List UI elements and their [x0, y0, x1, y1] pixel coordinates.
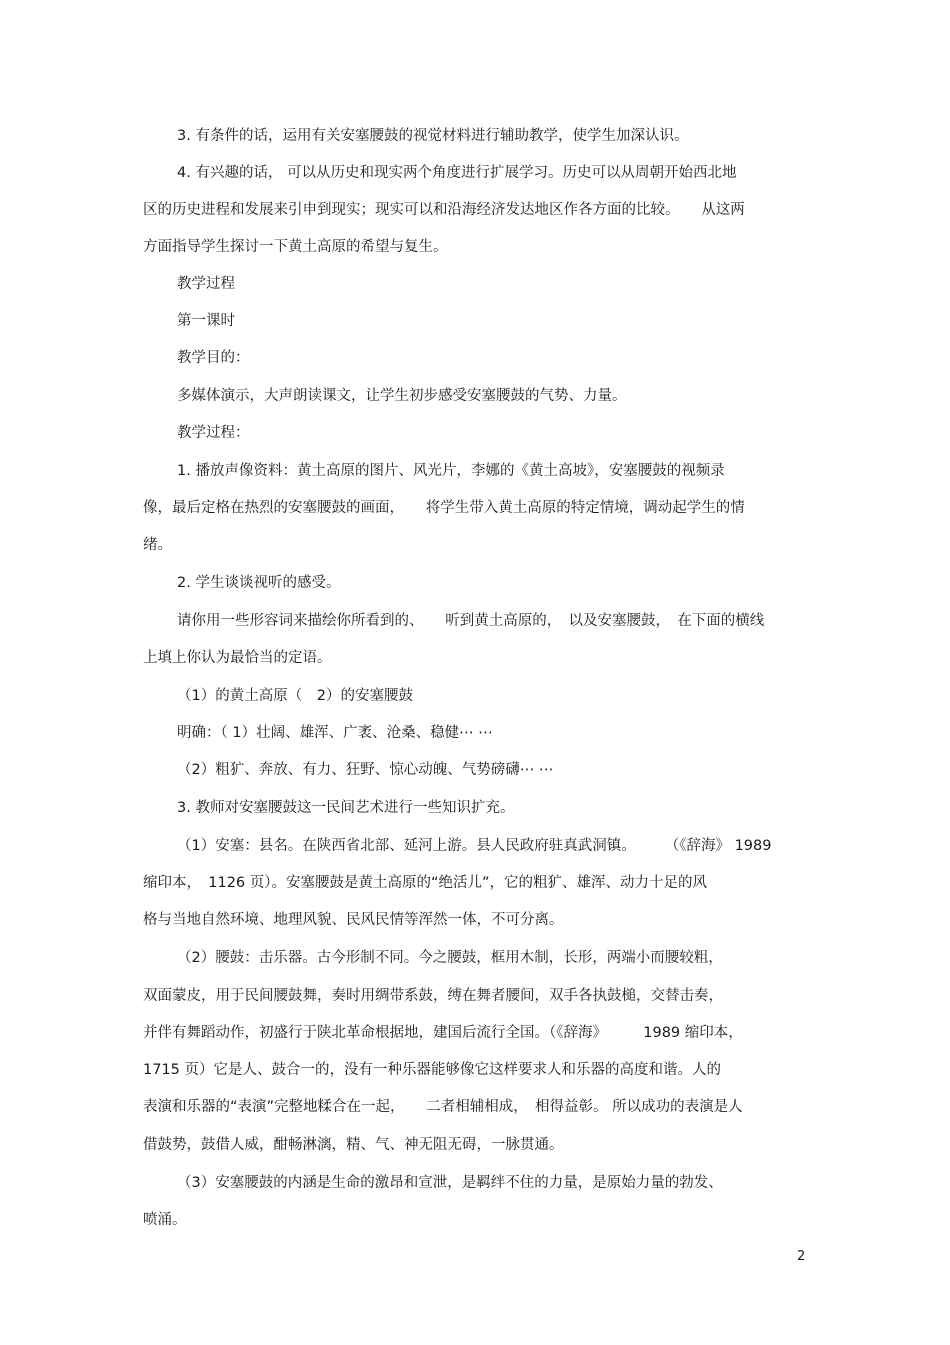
text-line: （2）腰鼓：击乐器。古今形制不同。今之腰鼓，框用木制，长形，两端小而腰较粗， — [177, 950, 723, 966]
text-line: 缩印本， 1126 页）。安塞腰鼓是黄土高原的“绝活儿”，它的粗犷、雄浑、动力十足的风 — [143, 875, 708, 891]
section-heading: 教学过程： — [177, 425, 250, 441]
text-line: 1715 页）它是人、鼓合一的，没有一种乐器能够像它这样要求人和乐器的高度和谐。人的 — [143, 1062, 722, 1078]
text-line: 2. 学生谈谈视听的感受。 — [177, 575, 341, 591]
text-line: 双面蒙皮，用于民间腰鼓舞，奏时用绸带系鼓，缚在舞者腰间，双手各执鼓槌，交替击奏， — [143, 988, 723, 1004]
section-heading: 教学过程 — [177, 276, 235, 292]
text-line: 格与当地自然环境、地理风貌、民风民情等浑然一体，不可分离。 — [143, 912, 564, 928]
section-heading: 第一课时 — [177, 313, 235, 329]
text-line: 方面指导学生探讨一下黄土高原的希望与复生。 — [143, 239, 448, 255]
text-line: 绪。 — [143, 537, 172, 553]
text-line: （2）粗犷、奔放、有力、狂野、惊心动魄、气势磅礴⋯ ⋯ — [177, 762, 554, 778]
text-line: 3. 有条件的话，运用有关安塞腰鼓的视觉材料进行辅助教学，使学生加深认识。 — [177, 128, 689, 144]
text-line: 像，最后定格在热烈的安塞腰鼓的画面， 将学生带入黄土高原的特定情境，调动起学生的情 — [143, 500, 745, 516]
text-line: 表演和乐器的“表演”完整地糅合在一起， 二者相辅相成， 相得益彰。 所以成功的表演是人 — [143, 1099, 743, 1115]
section-heading: 教学目的： — [177, 350, 250, 366]
text-line: 上填上你认为最恰当的定语。 — [143, 650, 332, 666]
text-line: 借鼓势，鼓借人威，酣畅淋漓，精、气、神无阻无碍，一脉贯通。 — [143, 1137, 564, 1153]
text-line: 3. 教师对安塞腰鼓这一民间艺术进行一些知识扩充。 — [177, 800, 515, 816]
text-line: 4. 有兴趣的话， 可以从历史和现实两个角度进行扩展学习。历史可以从周朝开始西北地 — [177, 165, 737, 181]
text-line: 明确：（ 1）壮阔、雄浑、广袤、沧桑、稳健⋯ ⋯ — [177, 725, 493, 741]
text-line: 1. 播放声像资料：黄土高原的图片、风光片，李娜的《黄土高坡》，安塞腰鼓的视频录 — [177, 463, 725, 479]
text-line: 区的历史进程和发展来引申到现实；现实可以和沿海经济发达地区作各方面的比较。 从这两 — [143, 202, 745, 218]
text-line: （1）的黄土高原（ 2）的安塞腰鼓 — [177, 688, 413, 704]
page-number: 2 — [797, 1249, 806, 1264]
text-line: 喷涌。 — [143, 1212, 187, 1228]
text-line: 并伴有舞蹈动作，初盛行于陕北革命根据地，建国后流行全国。（《辞海》 1989 缩印本， — [143, 1025, 743, 1041]
text-line: 多媒体演示，大声朗读课文，让学生初步感受安塞腰鼓的气势、力量。 — [177, 388, 627, 404]
text-line: 请你用一些形容词来描绘你所看到的、 听到黄土高原的， 以及安塞腰鼓， 在下面的横线 — [177, 613, 765, 629]
text-line: （3）安塞腰鼓的内涵是生命的激昂和宣泄，是羁绊不住的力量，是原始力量的勃发、 — [177, 1175, 723, 1191]
text-line: （1）安塞：县名。在陕西省北部、延河上游。县人民政府驻真武洞镇。 （《辞海》 1989 — [177, 838, 772, 854]
